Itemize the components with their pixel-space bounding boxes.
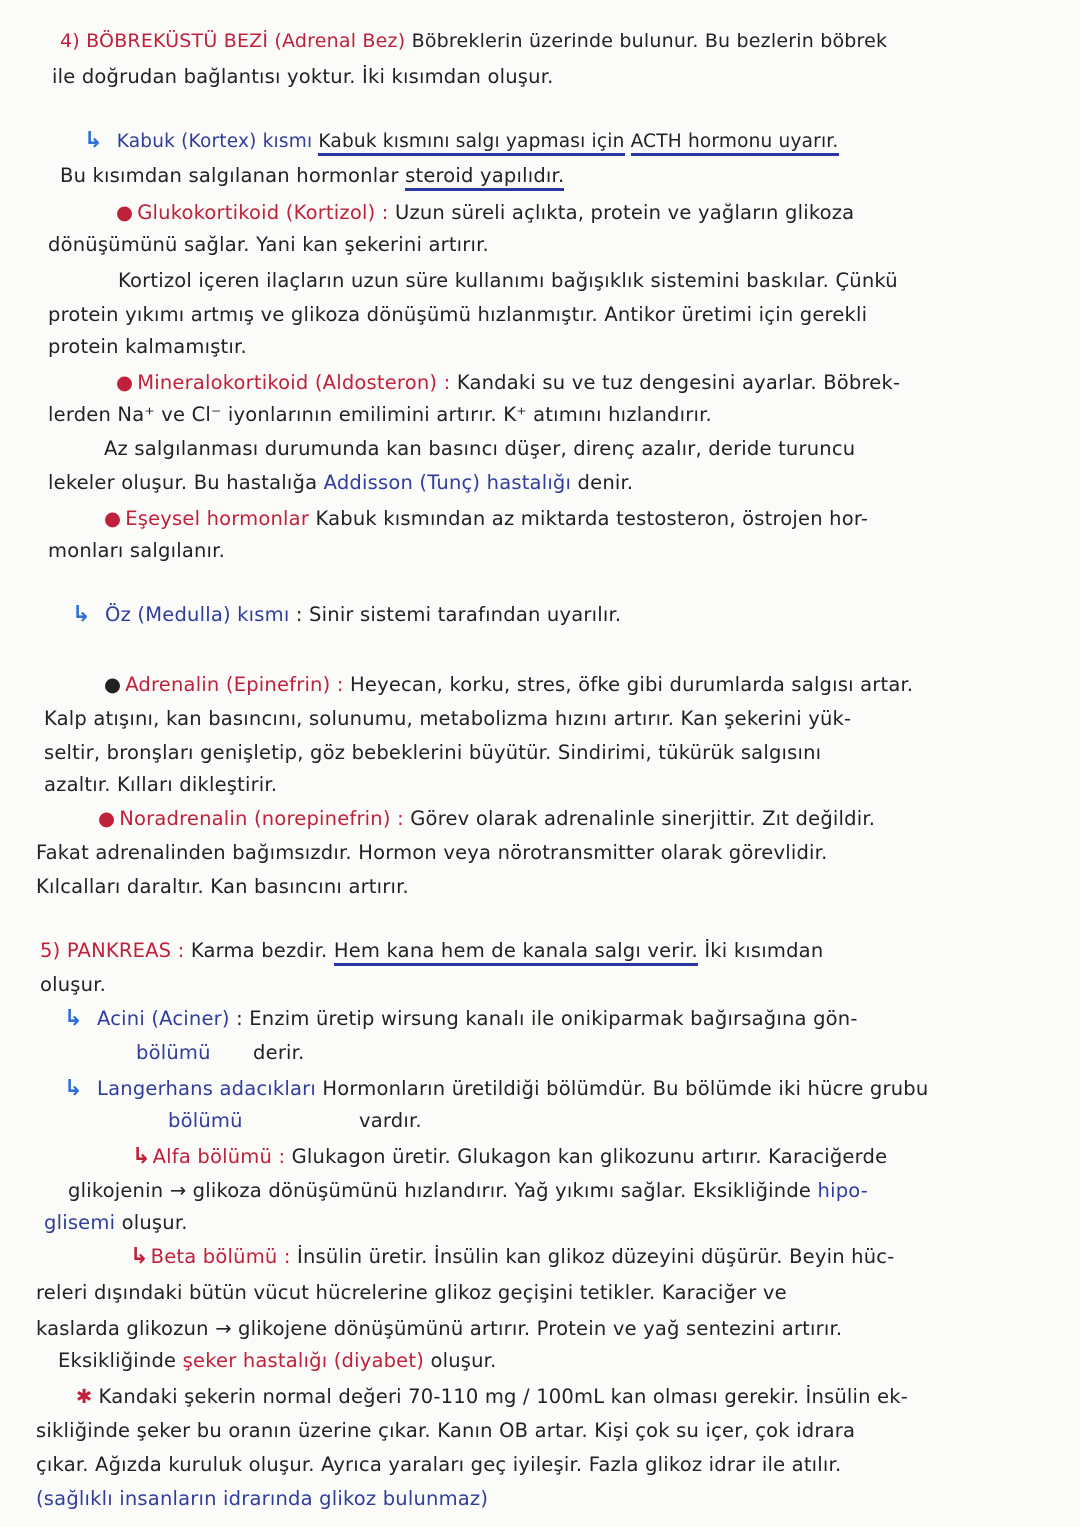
- section-5-intro-underlined: Hem kana hem de kanala salgı verir.: [334, 939, 698, 966]
- noradr-text-b: Fakat adrenalinden bağımsızdır. Hormon veya nörotransmitter olarak görevlidir.: [36, 841, 828, 864]
- lang-text-2: vardır.: [359, 1109, 422, 1132]
- gluko-text-b: dönüşümünü sağlar. Yani kan şekerini artırır.: [48, 233, 489, 256]
- kort-text-c: protein kalmamıştır.: [48, 335, 247, 358]
- section-4-heading: 4) BÖBREKÜSTÜ BEZİ (Adrenal Bez): [60, 30, 406, 52]
- cortex-underlined-3: steroid yapılıdır.: [405, 164, 564, 191]
- adren-line-1: [104, 672, 913, 698]
- beta-text-d3: oluşur.: [430, 1349, 497, 1372]
- section-5-intro-c: İki kısımdan: [704, 939, 824, 962]
- bullet-icon: ●: [104, 673, 122, 696]
- alfa-text-b2: hipo-: [817, 1179, 869, 1202]
- note-line-1: [76, 1384, 908, 1410]
- gluko-text-a: Uzun süreli açlıkta, protein ve yağların glikoza: [394, 201, 855, 224]
- lang-text: Hormonların üretildiği bölümdür. Bu bölümde iki hücre grubu: [322, 1077, 929, 1100]
- acini-line-1: [64, 1006, 858, 1032]
- beta-line-4: [58, 1348, 497, 1374]
- beta-text-c: kaslarda glikozun → glikojene dönüşümünü artırır. Protein ve yağ sentezini artırır.: [36, 1317, 843, 1340]
- alfa-term: Alfa bölümü :: [152, 1145, 286, 1168]
- arrow-icon: ↳: [64, 1076, 83, 1101]
- beta-text-d2: şeker hastalığı (diyabet): [182, 1349, 425, 1372]
- beta-line-1: [130, 1244, 894, 1270]
- az-text-b3: denir.: [577, 471, 634, 494]
- az-text-a: Az salgılanması durumunda kan basıncı düşer, direnç azalır, deride turuncu: [104, 437, 856, 460]
- asterisk-icon: ✱: [76, 1385, 93, 1408]
- section-4-intro-b: ile doğrudan bağlantısı yoktur. İki kısımdan oluşur.: [52, 65, 554, 88]
- acini-label-2: bölümü: [136, 1041, 211, 1064]
- beta-text-a: İnsülin üretir. İnsülin kan glikoz düzeyini düşürür. Beyin hüc-: [297, 1245, 895, 1268]
- lang-label: Langerhans adacıkları: [97, 1077, 317, 1100]
- adren-text-a: Heyecan, korku, stres, öfke gibi durumlarda salgısı artar.: [350, 673, 914, 696]
- esey-text-b: monları salgılanır.: [48, 539, 225, 562]
- kort-text-b: protein yıkımı artmış ve glikoza dönüşümü hızlanmıştır. Antikor üretimi için gerekli: [48, 303, 868, 326]
- section-5-line-1: [40, 938, 823, 964]
- section-5-intro-d: oluşur.: [40, 973, 107, 996]
- arrow-icon: ↳: [84, 128, 103, 153]
- alfa-text-b1: glikojenin → glikoza dönüşümünü hızlandırır. Yağ yıkımı sağlar. Eksikliğinde: [68, 1179, 812, 1202]
- lang-line-2: [168, 1108, 422, 1134]
- note-text-b: sikliğinde şeker bu oranın üzerine çıkar. Kanın OB artar. Kişi çok su içer, çok idrara: [36, 1419, 856, 1442]
- alfa-text-c2: oluşur.: [121, 1211, 188, 1234]
- lang-line-1: [64, 1076, 928, 1102]
- cortex-line-1: [84, 128, 839, 155]
- gluko-line-1: [116, 200, 854, 226]
- acini-label: Acini (Aciner): [97, 1007, 230, 1030]
- esey-text-a: Kabuk kısmından az miktarda testosteron, östrojen hor-: [315, 507, 869, 530]
- beta-term: Beta bölümü :: [150, 1245, 291, 1268]
- arrow-icon: ↳: [64, 1006, 83, 1031]
- note-text-a: Kandaki şekerin normal değeri 70-110 mg / 100mL kan olması gerekir. İnsülin ek-: [98, 1385, 909, 1408]
- section-5-heading: 5) PANKREAS :: [40, 939, 185, 962]
- cortex-text-b: Bu kısımdan salgılanan hormonlar: [60, 164, 399, 187]
- addisson-term: Addisson (Tunç) hastalığı: [323, 471, 572, 494]
- alfa-line-1: [132, 1144, 887, 1170]
- note-text-d: (sağlıklı insanların idrarında glikoz bulunmaz): [36, 1487, 489, 1510]
- arrow-icon: ↳: [72, 602, 91, 627]
- section-4-intro-a: Böbreklerin üzerinde bulunur. Bu bezlerin böbrek: [411, 30, 888, 52]
- esey-line-1: [104, 506, 868, 532]
- az-line-2: [48, 470, 633, 496]
- mineral-line-1: [116, 370, 900, 396]
- acini-text: : Enzim üretip wirsung kanalı ile onikiparmak bağırsağına gön-: [236, 1007, 858, 1030]
- arrow-icon: ↳: [130, 1244, 149, 1269]
- alfa-line-2: [68, 1178, 868, 1204]
- bullet-icon: ●: [116, 201, 134, 224]
- bullet-icon: ●: [104, 507, 122, 530]
- noradr-text-a: Görev olarak adrenalinle sinerjittir. Zıt değildir.: [410, 807, 876, 830]
- adren-text-d: azaltır. Kılları dikleştirir.: [44, 773, 278, 796]
- beta-text-b: releri dışındaki bütün vücut hücrelerine glikoz geçişini tetikler. Karaciğer ve: [36, 1281, 787, 1304]
- noradr-line-1: [98, 806, 875, 832]
- alfa-text-a: Glukagon üretir. Glukagon kan glikozunu artırır. Karaciğerde: [291, 1145, 888, 1168]
- cortex-line-2: [60, 163, 564, 189]
- mineral-text-b: lerden Na⁺ ve Cl⁻ iyonlarının emilimini artırır. K⁺ atımını hızlandırır.: [48, 403, 712, 426]
- arrow-icon: ↳: [132, 1144, 151, 1169]
- section-5-intro-a: Karma bezdir.: [190, 939, 328, 962]
- beta-text-d1: Eksikliğinde: [58, 1349, 177, 1372]
- medulla-text: : Sinir sistemi tarafından uyarılır.: [295, 603, 622, 626]
- noradr-text-c: Kılcalları daraltır. Kan basıncını artırır.: [36, 875, 409, 898]
- adren-text-c: seltir, bronşları genişletip, göz bebeklerini büyütür. Sindirimi, tükürük salgısını: [44, 741, 822, 764]
- noradr-term: Noradrenalin (norepinefrin) :: [119, 807, 404, 830]
- mineral-term: Mineralokortikoid (Aldosteron) :: [137, 371, 451, 394]
- acini-line-2: [136, 1040, 304, 1066]
- medulla-line: [72, 602, 621, 628]
- bullet-icon: ●: [116, 371, 134, 394]
- adren-term: Adrenalin (Epinefrin) :: [125, 673, 344, 696]
- adren-text-b: Kalp atışını, kan basıncını, solunumu, metabolizma hızını artırır. Kan şekerini yük-: [44, 707, 852, 730]
- note-text-c: çıkar. Ağızda kuruluk oluşur. Ayrıca yaraları geç iyileşir. Fazla glikoz idrar ile atılır.: [36, 1453, 842, 1476]
- section-4-line-1: [60, 28, 887, 54]
- acini-text-2: derir.: [253, 1041, 305, 1064]
- esey-term: Eşeysel hormonlar: [125, 507, 310, 530]
- kort-text-a: Kortizol içeren ilaçların uzun süre kullanımı bağışıklık sistemini baskılar. Çünkü: [118, 269, 898, 292]
- cortex-underlined-2: ACTH hormonu uyarır.: [631, 131, 839, 156]
- lang-label-2: bölümü: [168, 1109, 243, 1132]
- mineral-text-a: Kandaki su ve tuz dengesini ayarlar. Böbrek-: [456, 371, 901, 394]
- cortex-underlined-1: Kabuk kısmını salgı yapması için: [318, 131, 624, 156]
- medulla-label: Öz (Medulla) kısmı: [105, 603, 290, 626]
- alfa-line-3: [44, 1210, 188, 1236]
- cortex-label: Kabuk (Kortex) kısmı: [116, 131, 313, 152]
- gluko-term: Glukokortikoid (Kortizol) :: [137, 201, 389, 224]
- alfa-text-c1: glisemi: [44, 1211, 116, 1234]
- az-text-b1: lekeler oluşur. Bu hastalığa: [48, 471, 318, 494]
- bullet-icon: ●: [98, 807, 116, 830]
